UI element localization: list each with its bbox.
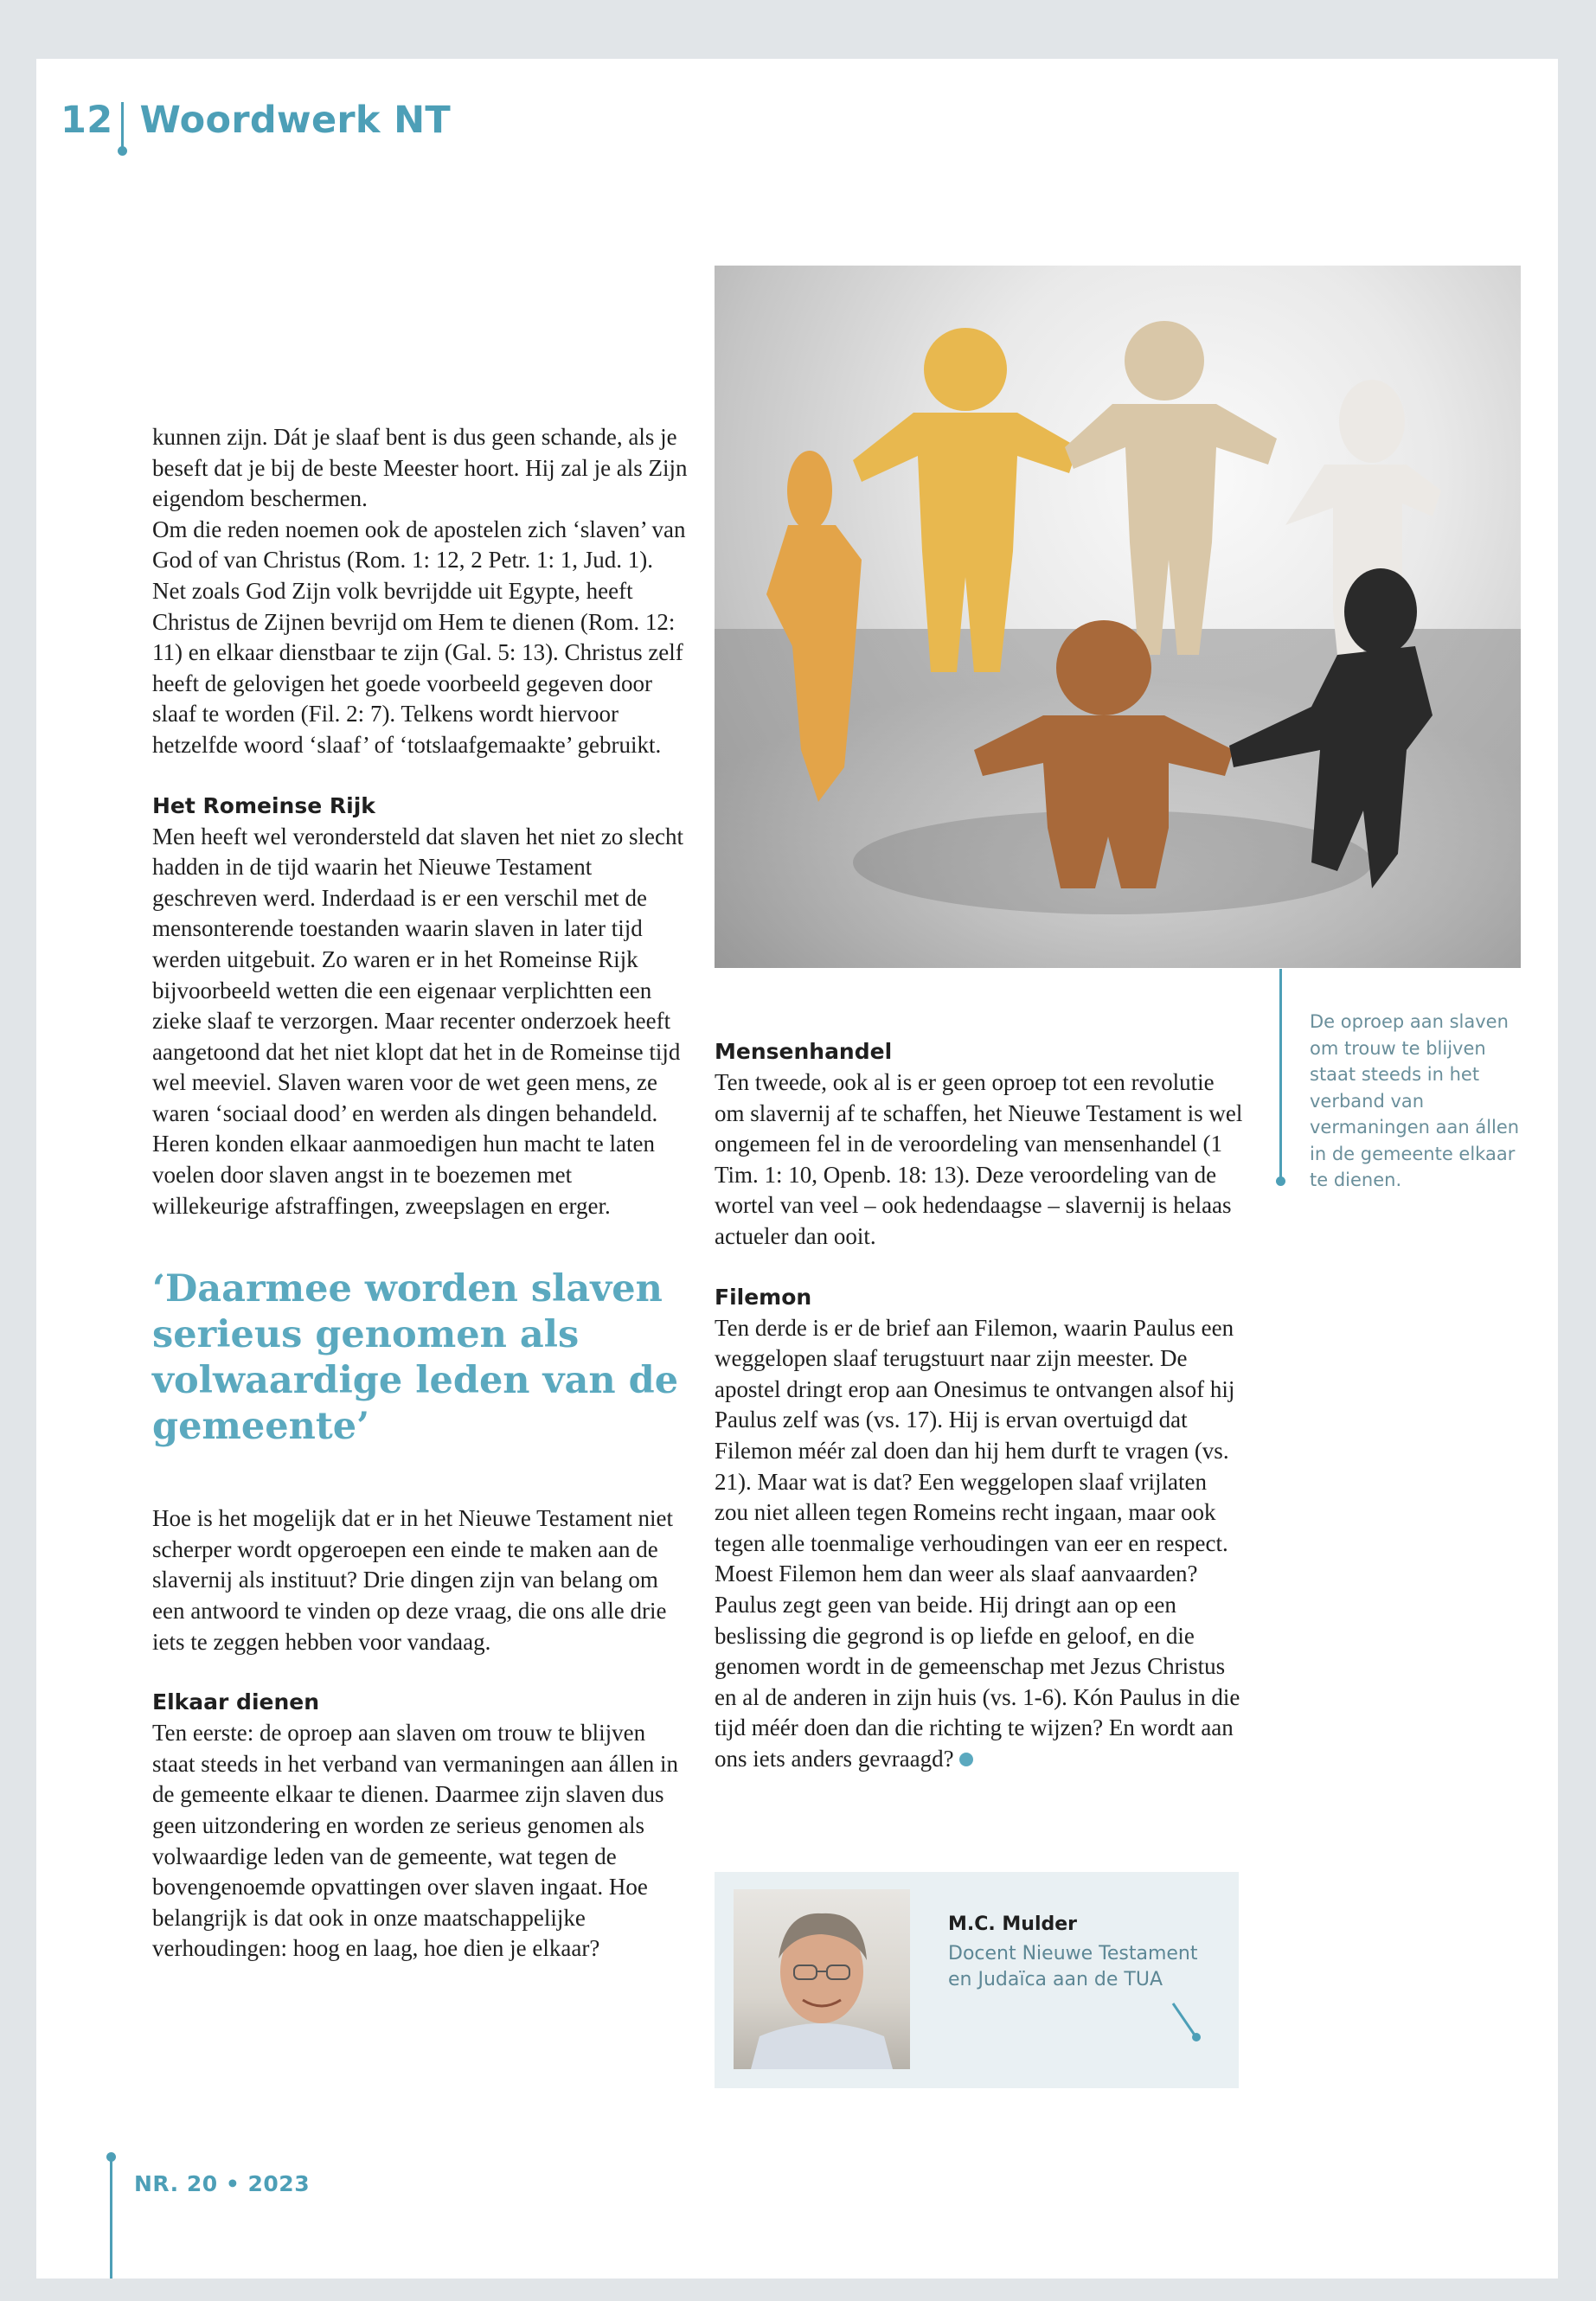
page-header: [61, 97, 451, 144]
article-column-2: [715, 1036, 1244, 1774]
author-name: M.C. Mulder: [948, 1913, 1078, 1935]
author-role: Docent Nieuwe Testament en Judaïca aan de TUA: [948, 1943, 1198, 1990]
paper-people-photo: [715, 266, 1521, 968]
paragraph-filemon: [715, 1313, 1244, 1775]
heading-mensenhandel: Mensenhandel: [715, 1039, 893, 1064]
heading-elkaar-dienen: Elkaar dienen: [152, 1689, 320, 1715]
paragraph-mensenhandel: Ten tweede, ook al is er geen oproep tot een revolutie om slavernij af te schaffen, het Nieuwe Testament is wel ongemeen fel in de veroordeling van mensenhandel (1 Tim. 1: 10, Openb. 18: 13). Deze veroordeling van de wortel van veel – ook hedendaagse – slavernij is helaas actueler dan ooit.: [715, 1069, 1243, 1249]
footer-rule: [110, 2157, 112, 2279]
decorative-pen-icon: [1170, 2000, 1204, 2043]
end-mark-icon: [959, 1753, 973, 1766]
intro-paragraph: kunnen zijn. Dát je slaaf bent is dus geen schande, als je beseft dat je bij de beste Meester hoort. Hij zal je als Zijn eigendom beschermen.: [152, 424, 688, 512]
filemon-text: Ten derde is er de brief aan Filemon, waarin Paulus een weggelopen slaaf terugstuurt naar zijn meester. De apostel dringt erop aan Onesimus te ontvangen alsof hij Paulus zelf was (vs. 17). Hij is ervan overtuigd dat Filemon méér zal doen dan hij hem durft te vragen (vs. 21). Maar wat is dat? Een weggelopen slaaf vrijlaten zou niet alleen tegen Romeins recht ingaan, maar ook tegen alle toenmalige verhoudingen van eer en respect. Moest Filemon hem dan weer als slaaf aanvaarden? Paulus zegt geen van beide. Hij dringt aan op een beslissing die gegrond is op liefde en geloof, en die genomen wordt in de gemeenschap met Jezus Christus en al de anderen in zijn huis (vs. 1-6). Kón Paulus in die tijd méér doen dan die richting te wijzen? En wordt aan ons iets anders gevraagd?: [715, 1314, 1240, 1772]
paragraph-elkaar-dienen: Ten eerste: de oproep aan slaven om trouw te blijven staat steeds in het verband van vermaningen aan állen in de gemeente elkaar te dienen. Daarmee zijn slaven dus geen uitzondering en worden ze serieus genomen als volwaardige leden van de gemeente, wat tegen de bovengenoemde opvattingen over slaven ingaat. Hoe belangrijk is dat ook in onze maatschappelijke verhoudingen: hoog en laag, hoe dien je elkaar?: [152, 1720, 679, 1962]
heading-romeinse-rijk: Het Romeinse Rijk: [152, 792, 375, 818]
paragraph-romeinse-rijk: Men heeft wel verondersteld dat slaven het niet zo slecht hadden in de tijd waarin het Nieuwe Testament geschreven werd. Inderdaad is er een verschil met de mensonterende toestanden waarin slaven in later tijd werden uitgebuit. Zo waren er in het Romeinse Rijk bijvoorbeeld wetten die een eigenaar verplichtten een zieke slaaf te verzorgen. Maar recenter onderzoek heeft aangetoond dat het niet klopt dat het in de Romeinse tijd wel meeviel. Slaven waren voor de wet geen mens, ze waren ‘sociaal dood’ en werden als dingen behandeld. Heren konden elkaar aanmoedigen hun macht te laten voelen door slaven angst in te boezemen met willekeurige afstraffingen, zweepslagen en erger.: [152, 823, 684, 1219]
author-portrait-illustration: [734, 1889, 910, 2069]
header-separator: [121, 102, 124, 149]
article-column-1: [152, 422, 689, 1965]
heading-filemon: Filemon: [715, 1284, 812, 1310]
question-paragraph: Hoe is het mogelijk dat er in het Nieuwe Testament niet scherper wordt opgeroepen een einde te maken aan de slavernij als instituut? Drie dingen zijn van belang om een antwoord te vinden op deze vraag, die ons alle drie iets te zeggen hebben voor vandaag.: [152, 1505, 673, 1655]
page-number: 12: [61, 99, 113, 142]
intro-paragraph-2: Om die reden noemen ook de apostelen zich ‘slaven’ van God of van Christus (Rom. 1: 12, 2 Petr. 1: 1, Jud. 1). Net zoals God Zijn volk bevrijdde uit Egypte, heeft Christus de Zijnen bevrijd om Hem te dienen (Rom. 12: 11) en elkaar dienstbaar te zijn (Gal. 5: 13). Christus zelf heeft de gelovigen het goede voorbeeld gegeven door slaaf te worden (Fil. 2: 7). Telkens wordt hiervoor hetzelfde woord ‘slaaf’ of ‘totslaafgemaakte’ gebruikt.: [152, 516, 686, 758]
pull-quote: ‘Daarmee worden slaven serieus genomen als volwaardige leden van de gemeente’: [152, 1267, 679, 1449]
issue-label: NR. 20 • 2023: [134, 2171, 311, 2196]
sidebar-rule: [1279, 969, 1282, 1181]
paper-people-illustration: [715, 266, 1521, 968]
sidebar-quote: De oproep aan slaven om trouw te blijven staat steeds in het verband van vermaningen aan állen in de gemeente elkaar te dienen.: [1310, 1011, 1520, 1190]
section-title: Woordwerk NT: [139, 99, 451, 142]
author-box: [715, 1872, 1239, 2088]
author-photo: [734, 1889, 910, 2069]
